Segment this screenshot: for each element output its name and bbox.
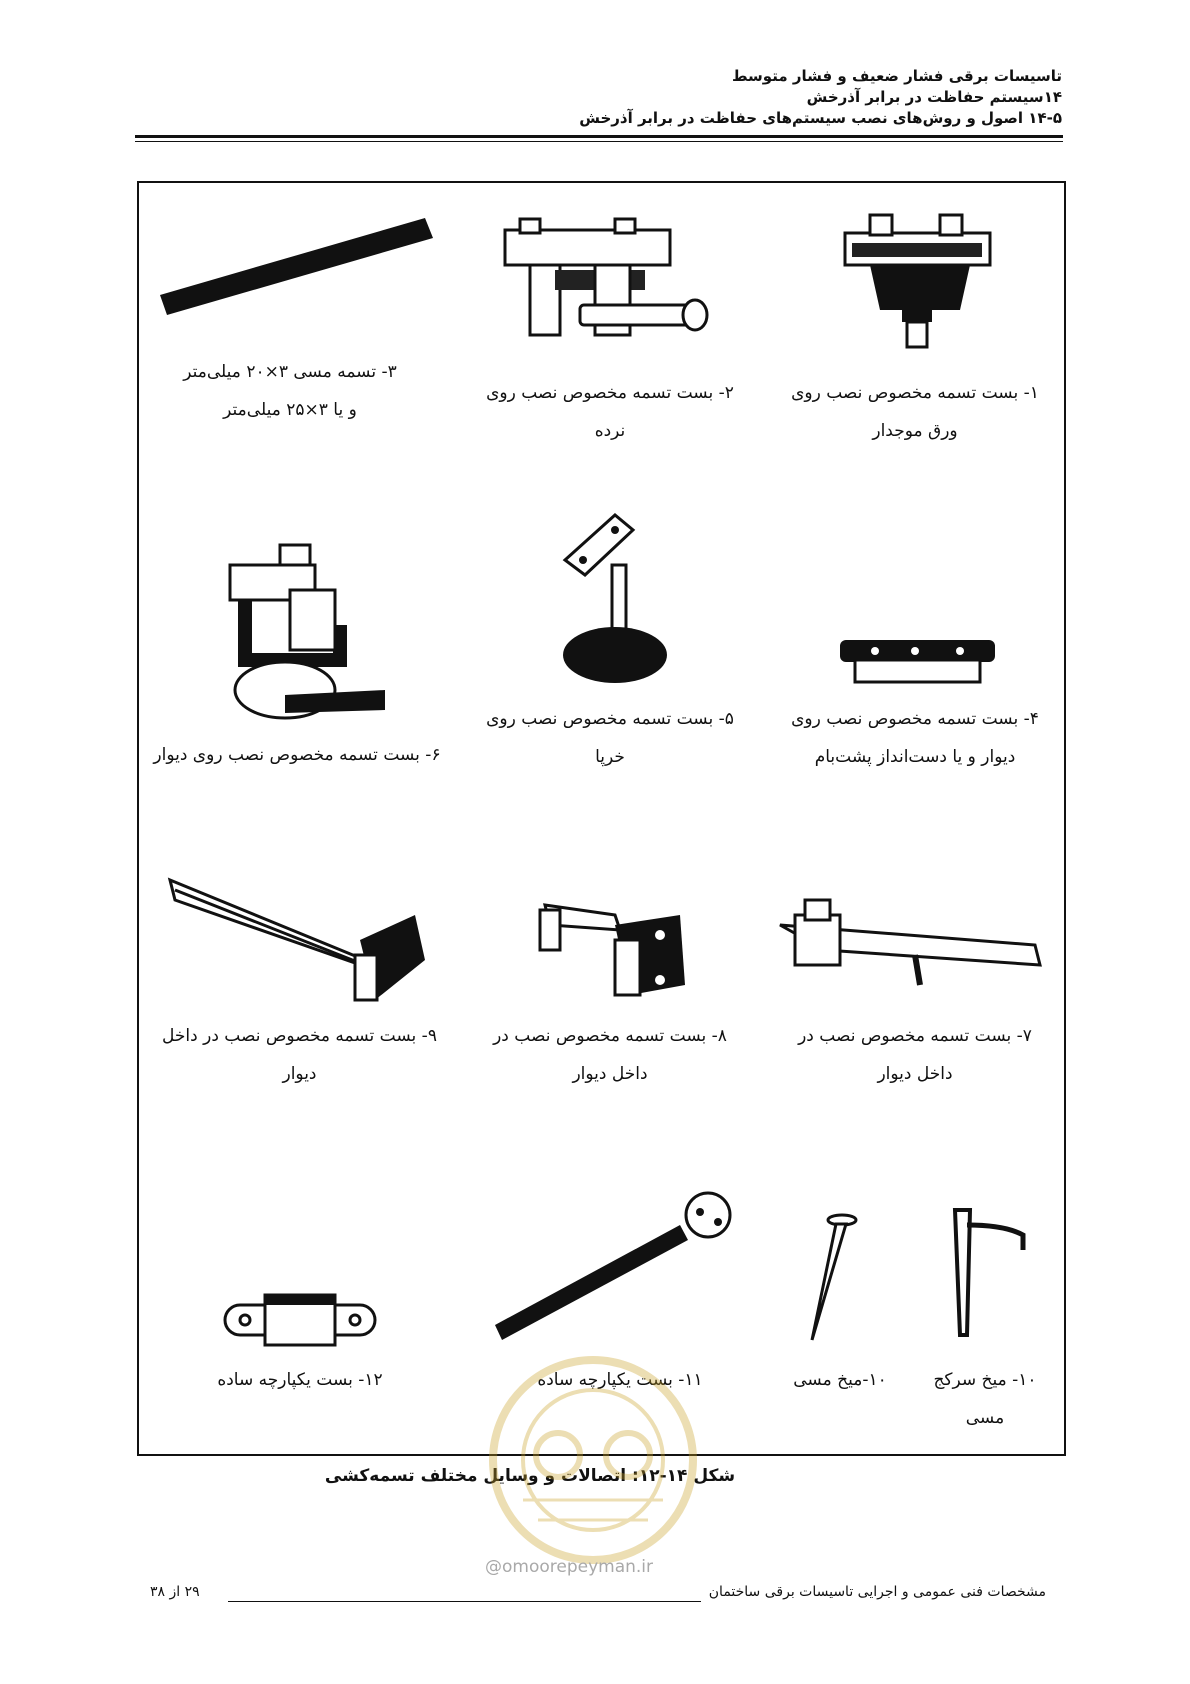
copper-strip-illustration [155,210,435,320]
item-caption-10b: ۱۰-میخ مسی [793,1370,887,1390]
copper-nail-illustration [800,1210,860,1345]
page-footer [150,1584,1046,1608]
inwall-clamp-8-illustration [535,895,705,1015]
item-caption-11: ۱۱- بست یکپارچه ساده [537,1370,703,1390]
item-caption-4: ۴- بست تسمه مخصوص نصب روی دیوار و یا دست‌انداز پشت‌بام [791,709,1039,767]
bent-head-copper-nail-illustration [945,1205,1035,1345]
item-caption-12: ۱۲- بست یکپارچه ساده [217,1370,383,1390]
one-piece-clamp-11-illustration [490,1190,740,1340]
item-caption-9: ۹- بست تسمه مخصوص نصب در داخل دیوار [162,1026,437,1084]
item-caption-8: ۸- بست تسمه مخصوص نصب در داخل دیوار [493,1026,727,1084]
item-caption-10a: ۱۰- میخ سرکج مسی [933,1370,1037,1428]
header-rule-thick [135,135,1063,138]
header-section-title: ۱۴-۵ اصول و روش‌های نصب سیستم‌های حفاظت در برابر آذرخش [579,109,1062,127]
footer-document-title: مشخصات فنی عمومی و اجرایی تاسیسات برقی ساختمان [708,1584,1046,1600]
header-chapter-title: ۱۴سیستم حفاظت در برابر آذرخش [806,88,1062,106]
item-caption-1: ۱- بست تسمه مخصوص نصب روی ورق موجدار [791,383,1039,441]
wall-parapet-clamp-illustration [835,625,1000,695]
page-header [122,66,1062,129]
one-piece-clamp-12-illustration [220,1290,385,1350]
item-caption-5: ۵- بست تسمه مخصوص نصب روی خرپا [486,709,734,767]
header-rule-thin [135,141,1063,142]
inwall-clamp-9-illustration [165,870,435,1010]
inwall-clamp-7-illustration [775,890,1045,990]
truss-clamp-illustration [555,505,685,690]
wall-clamp-illustration [225,535,395,735]
railing-clamp-illustration [500,215,720,345]
footer-rule [228,1601,701,1602]
item-caption-7: ۷- بست تسمه مخصوص نصب در داخل دیوار [798,1026,1032,1084]
item-caption-3: ۳- تسمه مسی ۳×۲۰ میلی‌متر و یا ۳×۲۵ میلی‌متر [183,362,397,420]
watermark-url: @omoorepeyman.ir [485,1557,654,1577]
figure-caption: شکل ۱۴-۱۲: اتصالات و وسایل مختلف تسمه‌کشی [324,1466,736,1486]
footer-page-number: ۲۹ از ۳۸ [150,1584,200,1600]
header-book-title: تاسیسات برقی فشار ضعیف و فشار متوسط [731,67,1062,85]
item-caption-6: ۶- بست تسمه مخصوص نصب روی دیوار [153,745,441,765]
corrugated-sheet-clamp-illustration [840,205,1000,365]
watermark-logo [478,1350,708,1570]
item-caption-2: ۲- بست تسمه مخصوص نصب روی نرده [486,383,734,441]
